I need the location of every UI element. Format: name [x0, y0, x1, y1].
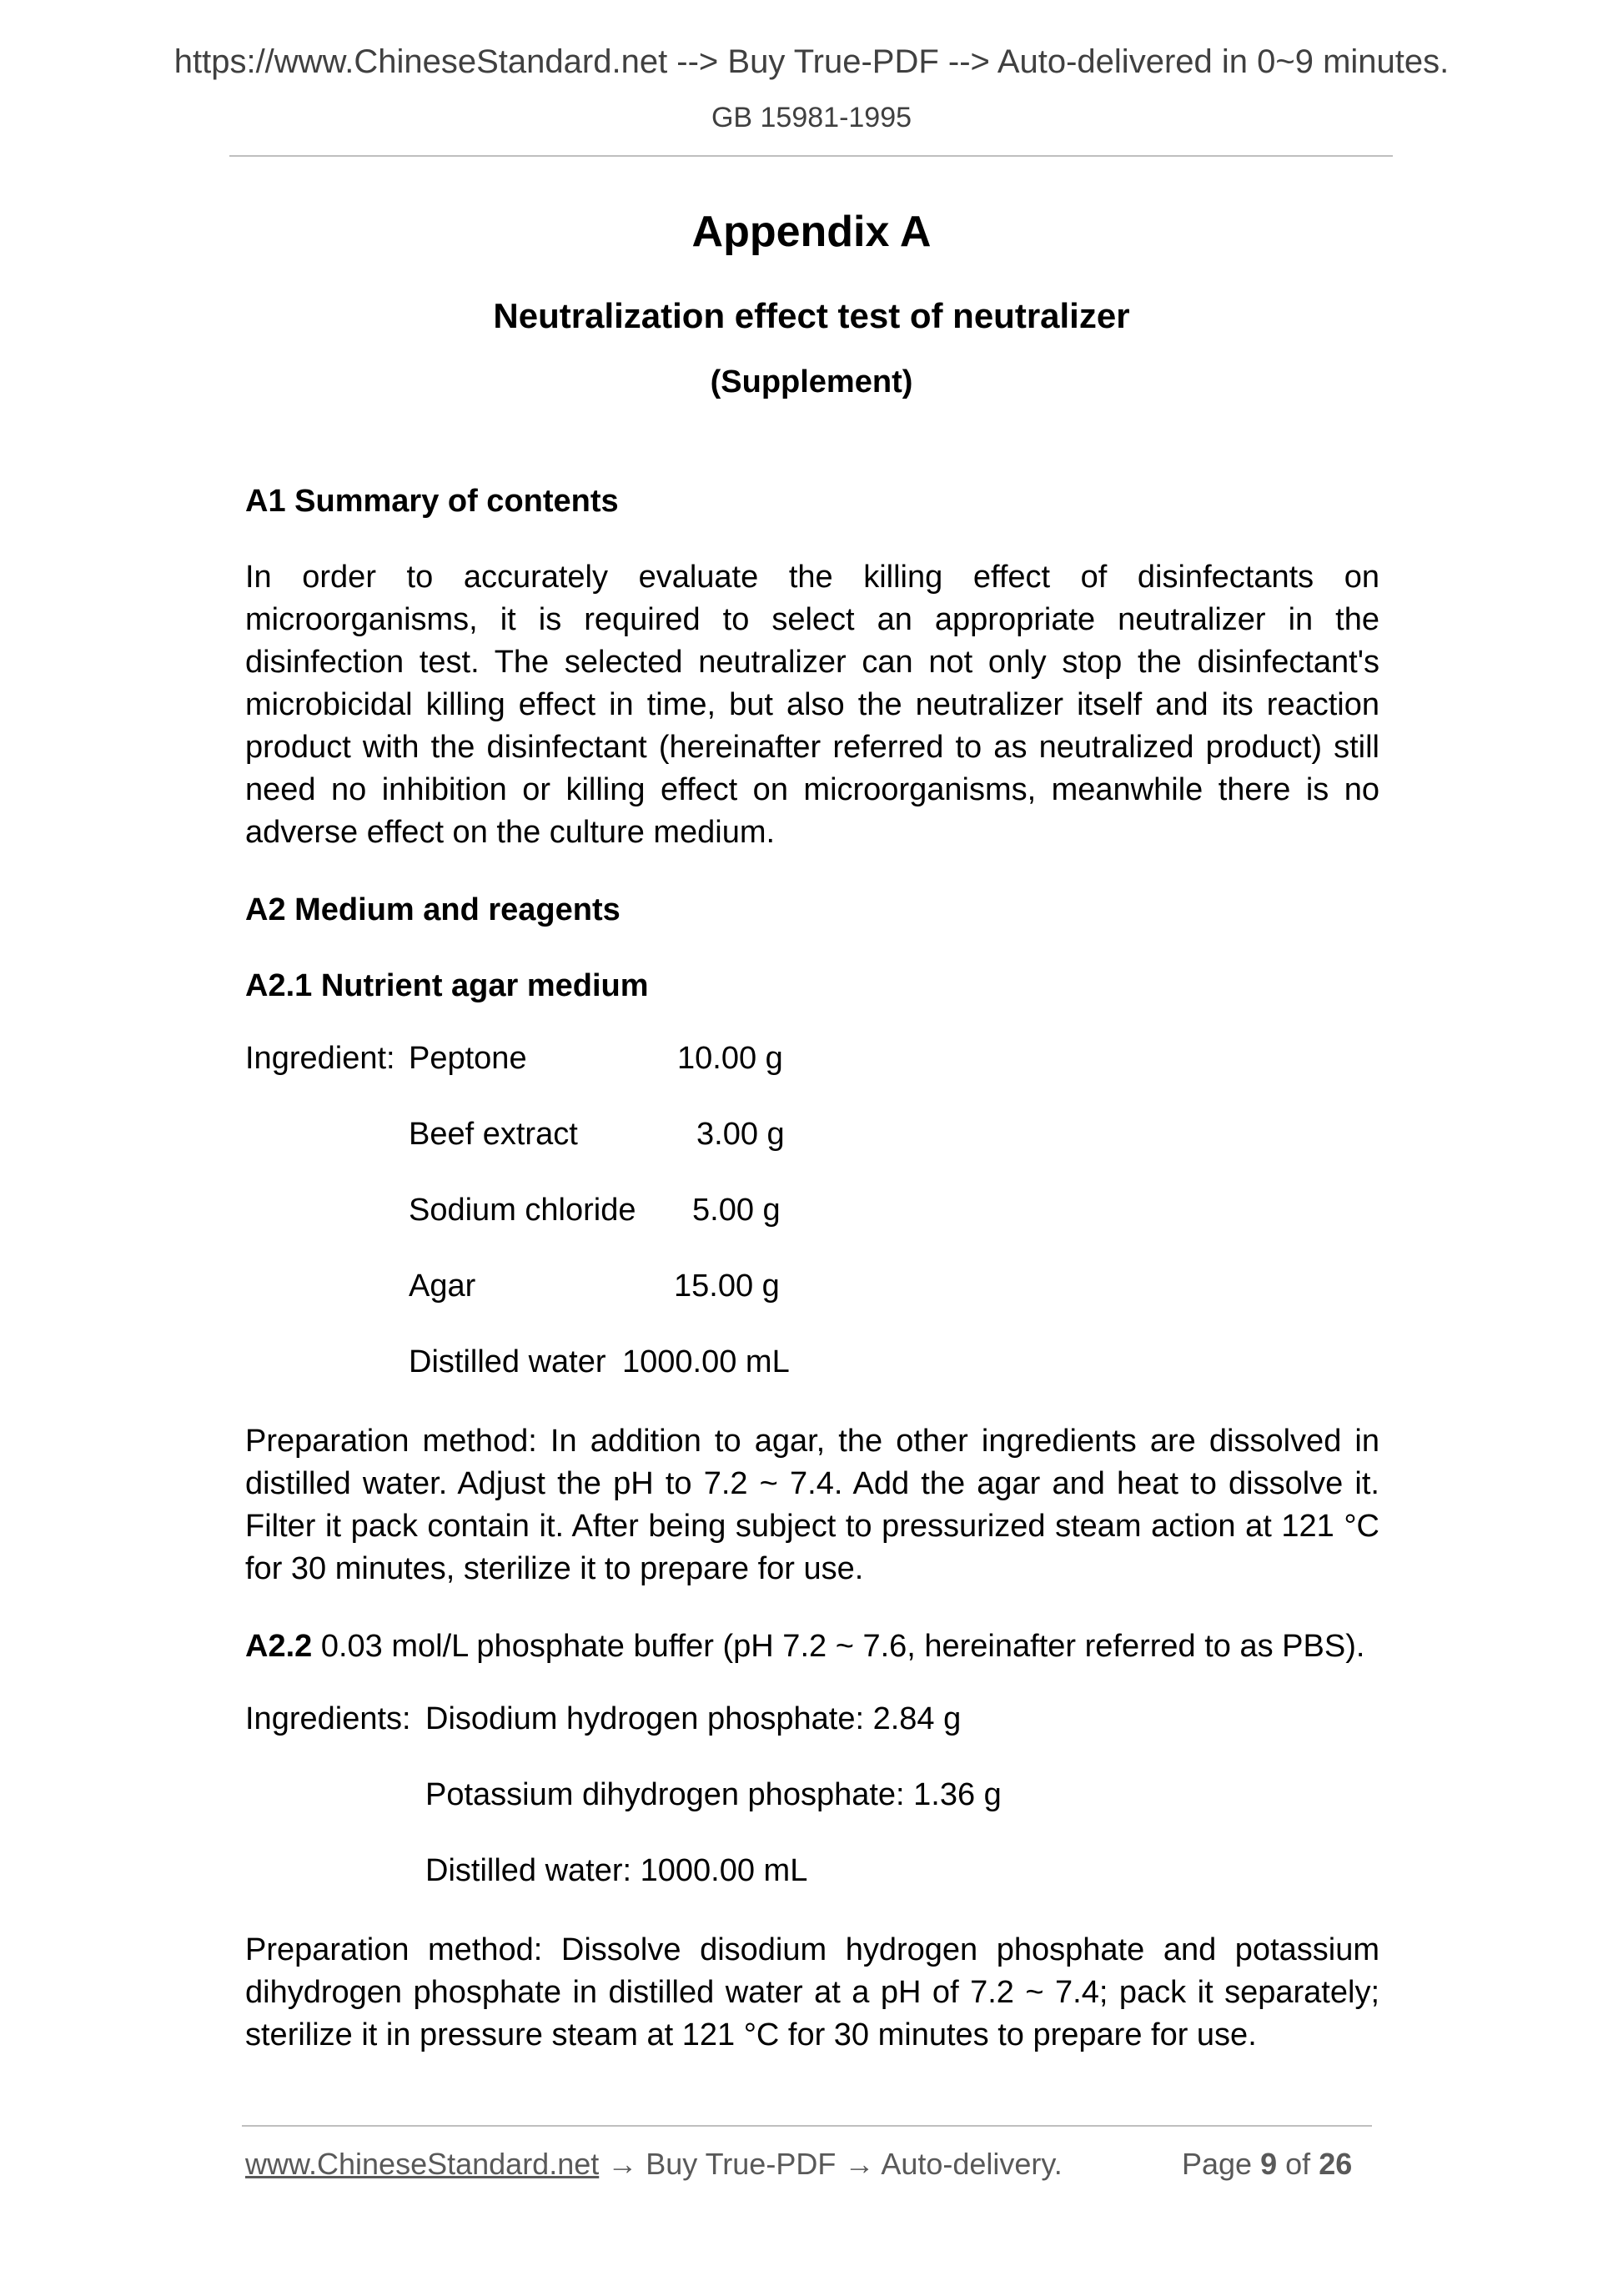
a22-ingredient-item: Disodium hydrogen phosphate: 2.84 g — [425, 1701, 962, 1736]
a21-ingredient-name: Peptone — [409, 1041, 527, 1076]
footer-left — [245, 2147, 1063, 2182]
a21-ingredient-name: Distilled water — [409, 1344, 606, 1379]
a22-title-line — [245, 1625, 1379, 1668]
header-divider — [229, 155, 1393, 157]
a21-preparation: Preparation method: In addition to agar, the other ingredients are dissolved in distilled water. Adjust the pH to 7.2 ~ 7.4. Add the agar and heat to dissolve it. Filter it pack contain it. After being subject to pressurized steam action at 121 °C for 30 minutes, sterilize it to prepare for use. — [245, 1424, 1379, 1586]
a21-ingredient-name: Beef extract — [409, 1117, 578, 1152]
a21-ingredient-amount: 5.00 g — [692, 1193, 781, 1228]
a1-heading: A1 Summary of contents — [245, 484, 619, 519]
a21-ingredient-amount: 10.00 g — [677, 1041, 783, 1076]
a22-description: 0.03 mol/L phosphate buffer (pH 7.2 ~ 7.6, hereinafter referred to as PBS). — [312, 1629, 1365, 1664]
header-standard-number: GB 15981-1995 — [711, 102, 912, 133]
footer-divider — [242, 2125, 1372, 2127]
total-pages: 26 — [1319, 2147, 1353, 2181]
a21-ingredient-name: Sodium chloride — [409, 1193, 636, 1228]
page-number-indicator — [1182, 2147, 1352, 2182]
a21-ingredient-amount: 15.00 g — [674, 1269, 780, 1304]
a21-ingredient-amount: 1000.00 mL — [622, 1344, 790, 1379]
footer-site-link[interactable]: www.ChineseStandard.net — [245, 2147, 600, 2181]
a1-body: In order to accurately evaluate the killing effect of disinfectants on microorganisms, it is required to select an appropriate neutralizer in the disinfection test. The selected neutralizer can not only stop the disinfectant's microbicidal killing effect in time, but also the neutralizer itself and its reaction product with the disinfectant (hereinafter referred to as neutralized product) still need no inhibition or killing effect on microorganisms, meanwhile there is no adverse effect on the culture medium. — [245, 560, 1379, 850]
appendix-supplement-label: (Supplement) — [710, 364, 913, 399]
a22-ingredient-label: Ingredients: — [245, 1701, 411, 1736]
of-label: of — [1285, 2147, 1311, 2181]
a21-heading: A2.1 Nutrient agar medium — [245, 968, 649, 1003]
a22-preparation: Preparation method: Dissolve disodium hydrogen phosphate and potassium dihydrogen phosphate in distilled water at a pH of 7.2 ~ 7.4; pack it separately; sterilize it in pressure steam at 121 °C for 30 minutes to prepare for use. — [245, 1932, 1379, 2052]
appendix-title: Appendix A — [691, 208, 932, 256]
current-page-number: 9 — [1260, 2147, 1278, 2181]
footer-buy-text: → Buy True-PDF → Auto-delivery. — [599, 2147, 1063, 2181]
appendix-subtitle: Neutralization effect test of neutralizer — [493, 296, 1130, 335]
a21-ingredient-amount: 3.00 g — [696, 1117, 785, 1152]
header-url-line: https://www.ChineseStandard.net --> Buy True-PDF --> Auto-delivered in 0~9 minutes. — [173, 43, 1450, 80]
a22-ingredient-item: Distilled water: 1000.00 mL — [425, 1853, 808, 1888]
page-label: Page — [1182, 2147, 1253, 2181]
a22-ingredient-item: Potassium dihydrogen phosphate: 1.36 g — [425, 1777, 1002, 1812]
a22-number: A2.2 — [245, 1629, 313, 1664]
a21-ingredient-name: Agar — [409, 1269, 476, 1304]
a21-ingredient-label: Ingredient: — [245, 1041, 395, 1076]
a2-heading: A2 Medium and reagents — [245, 892, 621, 927]
